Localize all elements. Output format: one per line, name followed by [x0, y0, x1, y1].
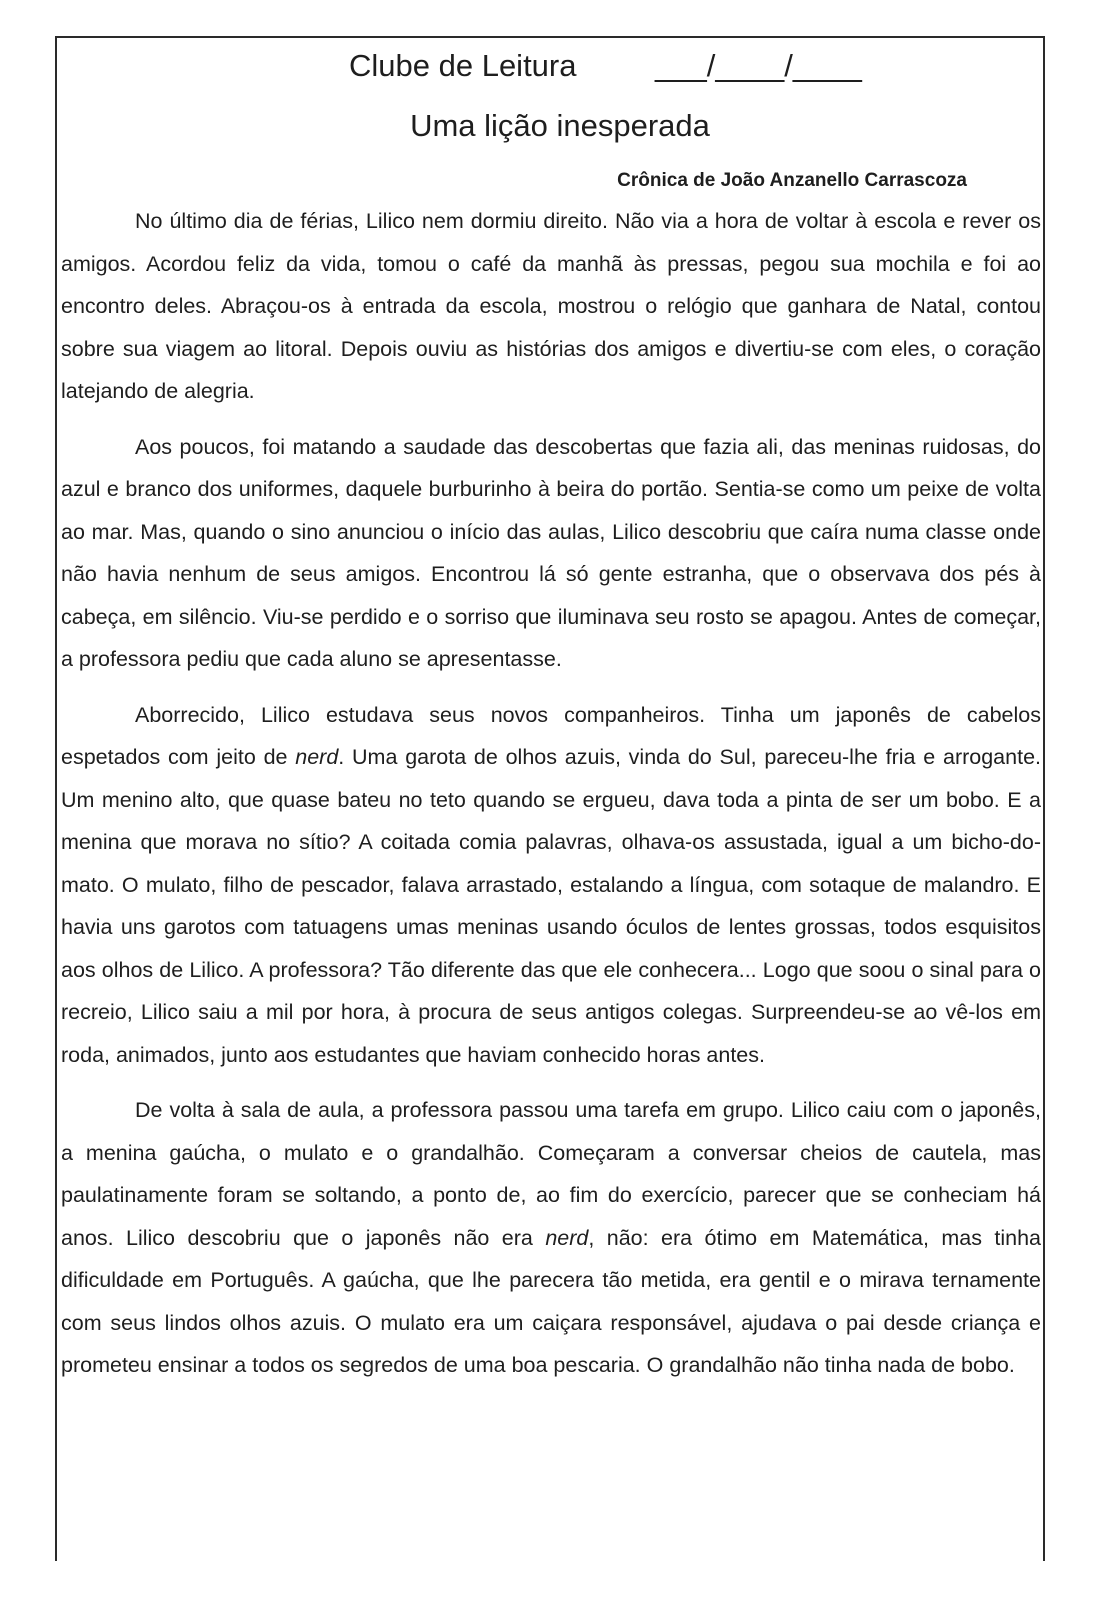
story-body	[61, 200, 1041, 1400]
document-frame	[55, 36, 1045, 1561]
paragraph-3-text-a: Aborrecido, Lilico estudava seus novos companheiros. Tinha um japonês de cabelos espetados com jeito de	[61, 702, 1041, 769]
paragraph-1: No último dia de férias, Lilico nem dormiu direito. Não via a hora de voltar à escola e rever os amigos. Acordou feliz da vida, tomou o café da manhã às pressas, pegou sua mochila e foi ao encontro deles. Abraçou-os à entrada da escola, mostrou o relógio que ganhara de Natal, contou sobre sua viagem ao litoral. Depois ouviu as histórias dos amigos e divertiu-se com eles, o coração latejando de alegria.	[61, 209, 1041, 403]
paragraph-4-text-a: De volta à sala de aula, a professora passou uma tarefa em grupo. Lilico caiu com o japonês, a menina gaúcha, o mulato e o grandalhão. Começaram a conversar cheios de cautela, mas paulatinamente foram se soltando, a ponto de, ao fim do exercício, parecer que se conheciam há anos. Lilico descobriu que o japonês não era	[61, 1098, 1041, 1250]
paragraph-3-text-b: . Uma garota de olhos azuis, vinda do Sul, pareceu-lhe fria e arrogante. Um menino alto, que quase bateu no teto quando se ergueu, dava toda a pinta de ser um bobo. E a menina que morava no sítio? A coitada comia palavras, olhava-os assustada, igual a um bicho-do-mato. O mulato, filho de pescador, falava arrastado, estalando a língua, com sotaque de malandro. E havia uns garotos com tatuagens umas meninas usando óculos de lentes grossas, todos esquisitos aos olhos de Lilico. A professora? Tão diferente das que ele conhecera... Logo que soou o sinal para o recreio, Lilico saiu a mil por hora, à procura de seus antigos colegas. Surpreendeu-se ao vê-los em roda, animados, junto aos estudantes que haviam conhecido horas antes.	[61, 745, 1041, 1067]
paragraph-4	[61, 1089, 1041, 1387]
paragraph-2: Aos poucos, foi matando a saudade das descobertas que fazia ali, das meninas ruidosas, do azul e branco dos uniformes, daquele burburinho à beira do portão. Sentia-se como um peixe de volta ao mar. Mas, quando o sino anunciou o início das aulas, Lilico descobriu que caíra numa classe onde não havia nenhum de seus amigos. Encontrou lá só gente estranha, que o observava dos pés à cabeça, em silêncio. Viu-se perdido e o sorriso que iluminava seu rosto se apagou. Antes de começar, a professora pediu que cada aluno se apresentasse.	[61, 434, 1041, 671]
author-credit: Crônica de João Anzanello Carrascoza	[617, 170, 967, 191]
paragraph-3	[61, 694, 1041, 1077]
club-title: Clube de Leitura	[349, 48, 577, 83]
date-blank: ___/____/____	[655, 48, 862, 83]
paragraph-4-text-b: , não: era ótimo em Matemática, mas tinha dificuldade em Português. A gaúcha, que lhe parecera tão metida, era gentil e o mirava ternamente com seus lindos olhos azuis. O mulato era um caiçara responsável, ajudava o pai desde criança e prometeu ensinar a todos os segredos de uma boa pescaria. O grandalhão não tinha nada de bobo.	[61, 1225, 1042, 1377]
story-title: Uma lição inesperada	[410, 108, 710, 143]
paragraph-3-italic-nerd: nerd	[295, 745, 339, 769]
header-line	[57, 44, 1043, 88]
paragraph-4-italic-nerd: nerd	[545, 1225, 589, 1250]
